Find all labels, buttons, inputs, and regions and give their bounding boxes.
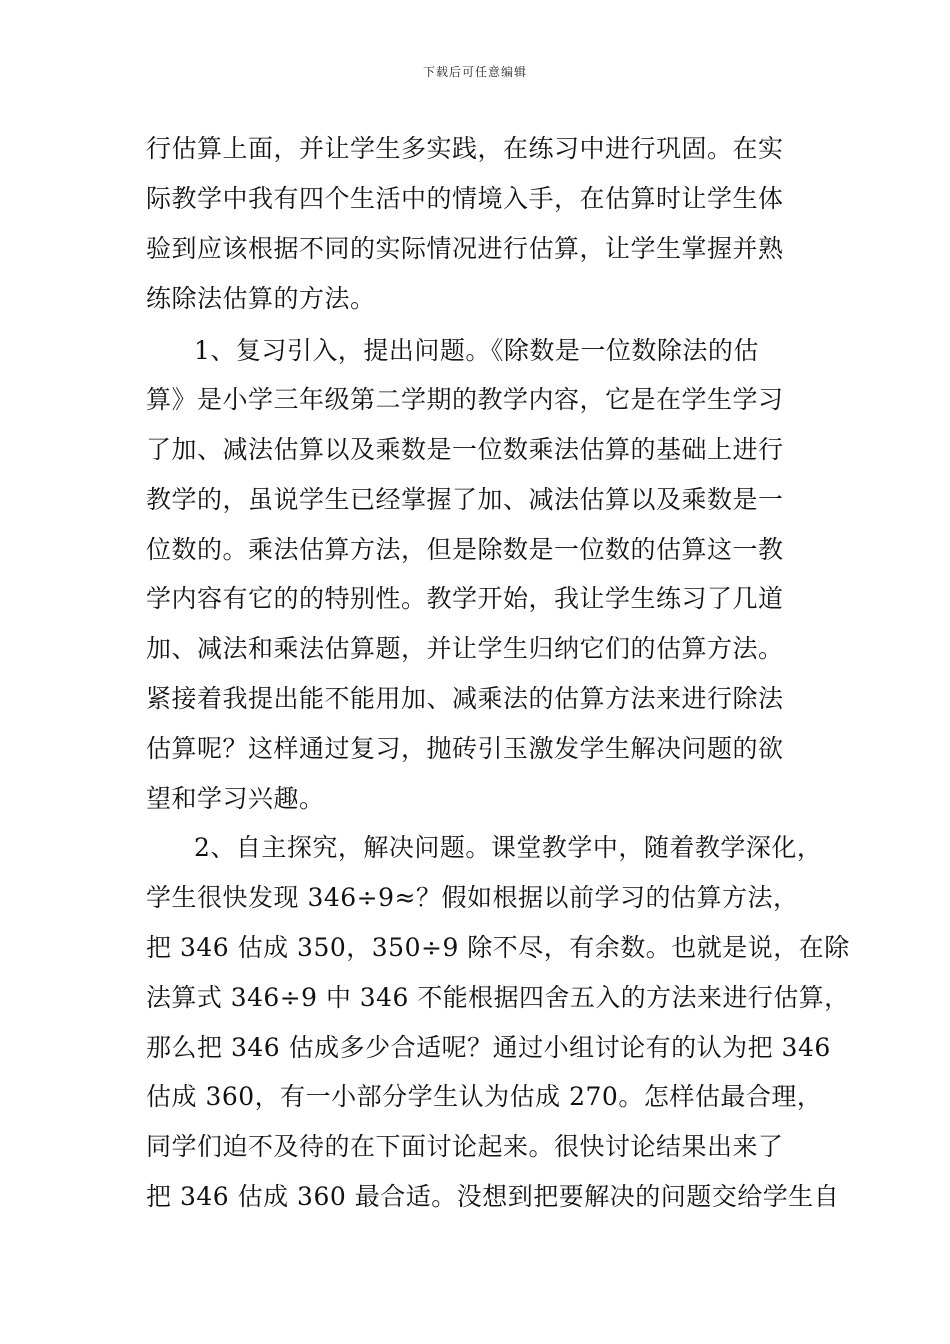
body-line-21: 同学们迫不及待的在下面讨论起来。很快讨论结果出来了 <box>146 1132 784 1161</box>
body-line-19: 那么把 346 估成多少合适呢？通过小组讨论有的认为把 346 <box>146 1033 831 1062</box>
body-line-17: 把 346 估成 350，350÷9 除不尽，有余数。也就是说，在除 <box>146 933 850 962</box>
body-line-6: 算》是小学三年级第二学期的教学内容，它是在学生学习 <box>146 385 784 414</box>
body-line-22: 把 346 估成 360 最合适。没想到把要解决的问题交给学生自 <box>146 1182 840 1211</box>
body-line-12: 紧接着我提出能不能用加、减乘法的估算方法来进行除法 <box>146 684 784 713</box>
body-line-15: 2、自主探究，解决问题。课堂教学中，随着教学深化， <box>194 833 823 862</box>
body-line-1: 行估算上面，并让学生多实践，在练习中进行巩固。在实 <box>146 134 784 163</box>
body-line-18: 法算式 346÷9 中 346 不能根据四舍五入的方法来进行估算， <box>146 983 850 1012</box>
body-line-7: 了加、减法估算以及乘数是一位数乘法估算的基础上进行 <box>146 435 784 464</box>
body-line-13: 估算呢？这样通过复习，抛砖引玉激发学生解决问题的欲 <box>146 734 784 763</box>
body-line-2: 际教学中我有四个生活中的情境入手，在估算时让学生体 <box>146 184 784 213</box>
body-line-3: 验到应该根据不同的实际情况进行估算，让学生掌握并熟 <box>146 234 784 263</box>
body-line-4: 练除法估算的方法。 <box>146 284 376 313</box>
body-line-11: 加、减法和乘法估算题，并让学生归纳它们的估算方法。 <box>146 634 784 663</box>
page-header: 下载后可任意编辑 <box>422 65 527 79</box>
body-line-14: 望和学习兴趣。 <box>146 784 325 813</box>
body-line-5: 1、复习引入，提出问题。《除数是一位数除法的估 <box>194 336 759 365</box>
body-line-9: 位数的。乘法估算方法，但是除数是一位数的估算这一教 <box>146 535 784 564</box>
body-line-10: 学内容有它的的特别性。教学开始，我让学生练习了几道 <box>146 584 784 613</box>
body-line-8: 教学的，虽说学生已经掌握了加、减法估算以及乘数是一 <box>146 485 784 514</box>
body-line-20: 估成 360，有一小部分学生认为估成 270。怎样估最合理， <box>146 1082 823 1111</box>
body-line-16: 学生很快发现 346÷9≈？假如根据以前学习的估算方法， <box>146 883 799 912</box>
